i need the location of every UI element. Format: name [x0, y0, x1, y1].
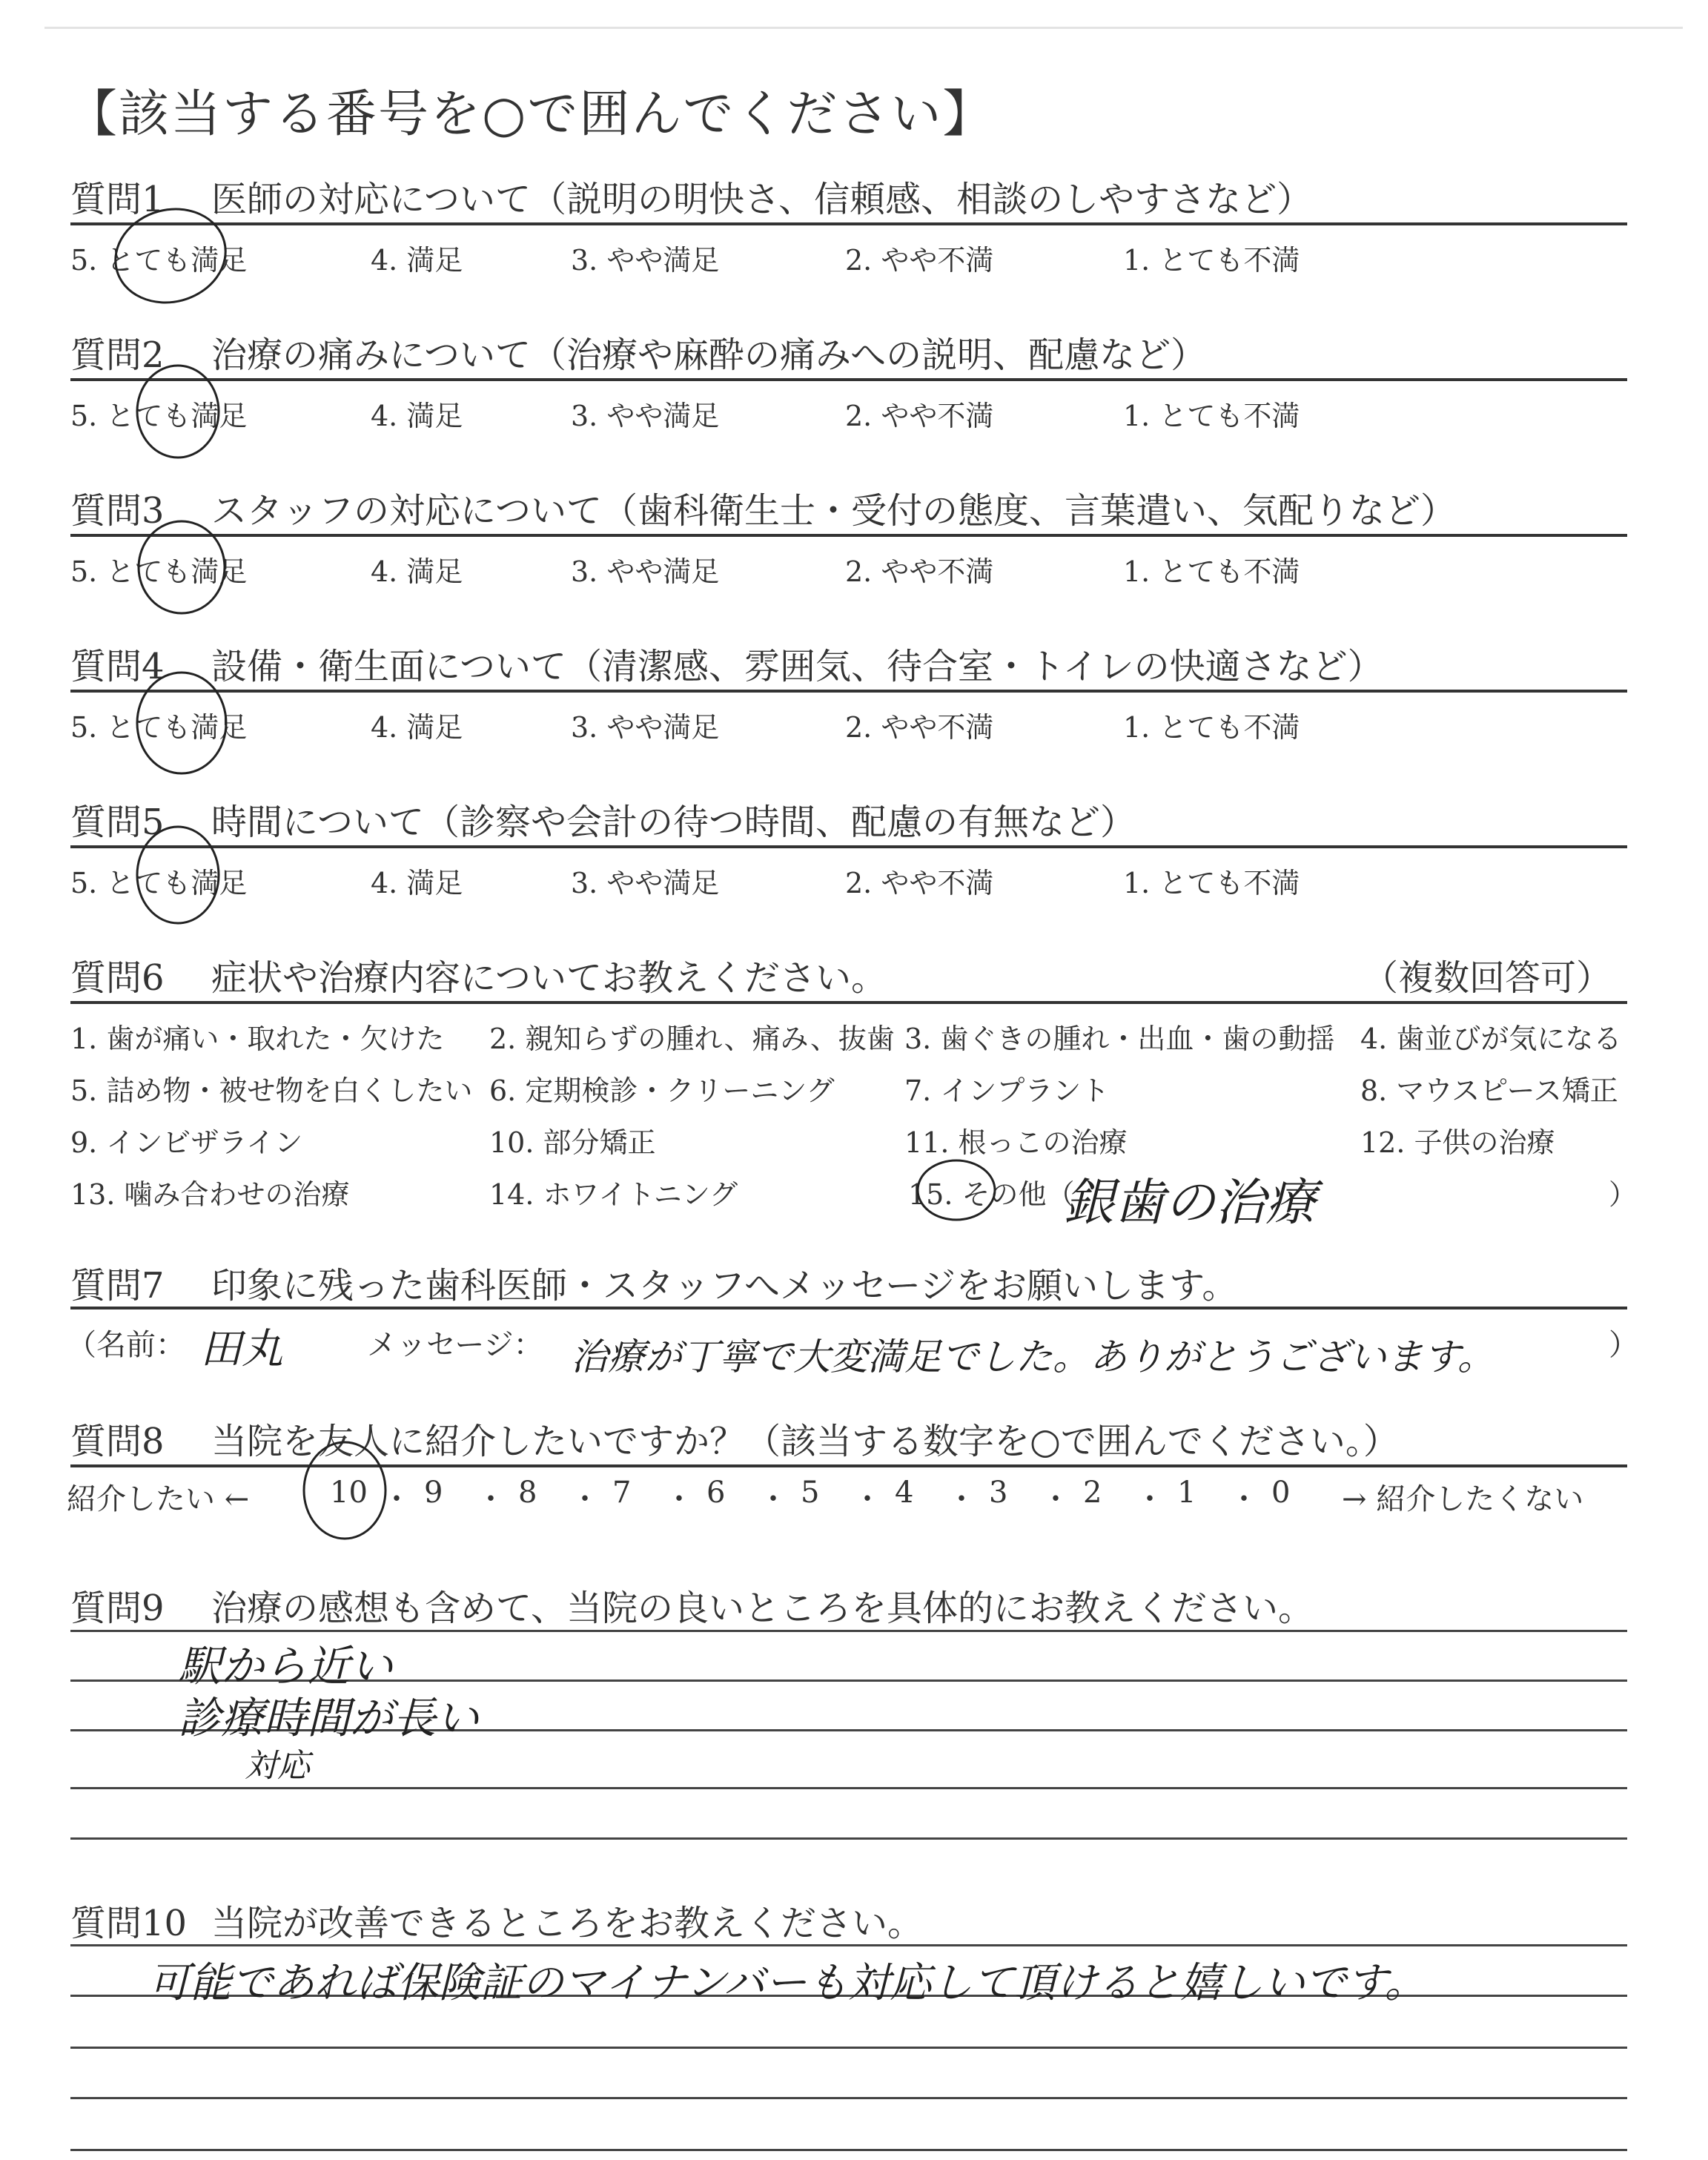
- q7-message-value: 治療が丁寧で大変満足でした。ありがとうございます。: [571, 1335, 1494, 1378]
- q9-answer-1: 駅から近い: [178, 1641, 394, 1691]
- q2-option-2: 2. やや不満: [845, 400, 994, 432]
- q7-number: 質問7: [70, 1265, 165, 1307]
- q7-name-value: 田丸: [200, 1325, 283, 1373]
- q6-option-15-close: ）: [1609, 1178, 1638, 1211]
- q8-rule: [70, 1464, 1627, 1467]
- q2-text: 治療の痛みについて（治療や麻酔の痛みへの説明、配慮など）: [211, 334, 1207, 376]
- survey-header: 【該当する番号を○で囲んでください】: [67, 85, 995, 144]
- q8-scale-0: 0: [1271, 1476, 1291, 1510]
- q3-number: 質問3: [70, 490, 165, 532]
- q5-rule: [70, 845, 1627, 848]
- q4-option-5: 5. とても満足: [70, 711, 248, 744]
- q3-option-4: 4. 満足: [371, 555, 463, 588]
- q8-scale-separator: ・: [853, 1482, 882, 1516]
- q2-rule: [70, 378, 1627, 381]
- q8-scale-separator: ・: [1229, 1482, 1259, 1516]
- q8-scale-9: 9: [424, 1476, 443, 1510]
- q4-title: [70, 638, 1627, 689]
- q4-option-2: 2. やや不満: [845, 711, 994, 744]
- q6-option-4: 4. 歯並びが気になる: [1360, 1023, 1622, 1055]
- q1-text: 医師の対応について（説明の明快さ、信頼感、相談のしやすさなど）: [211, 179, 1313, 220]
- q4-option-1: 1. とても不満: [1123, 711, 1300, 744]
- q8-scale-1: 1: [1177, 1476, 1196, 1510]
- q1-rule: [70, 222, 1627, 225]
- q8-text: 当院を友人に紹介したいですか？（該当する数字を○で囲んでください。）: [211, 1421, 1399, 1462]
- q9-number: 質問9: [70, 1588, 165, 1629]
- q7-message-label: メッセージ：: [367, 1328, 543, 1362]
- q7-rule: [70, 1307, 1627, 1309]
- top-divider: [44, 27, 1683, 29]
- q6-option-12: 12. 子供の治療: [1360, 1126, 1555, 1159]
- q5-option-2: 2. やや不満: [845, 867, 994, 899]
- q7-name-label: （名前：: [67, 1328, 185, 1362]
- q1-option-2: 2. やや不満: [845, 244, 994, 277]
- q6-option-5: 5. 詰め物・被せ物を白くしたい: [70, 1074, 473, 1107]
- q10-line-3: [70, 2047, 1627, 2049]
- q1-title: [70, 171, 1627, 222]
- q6-option-10: 10. 部分矯正: [489, 1126, 656, 1159]
- q8-left-label: 紹介したい ←: [67, 1482, 250, 1516]
- q5-text: 時間について（診察や会計の待つ時間、配慮の有無など）: [211, 802, 1136, 843]
- q8-scale-10: 10: [330, 1476, 368, 1510]
- q2-number: 質問2: [70, 334, 165, 376]
- q6-number: 質問6: [70, 957, 165, 999]
- q8-scale-separator: ・: [758, 1482, 788, 1516]
- q8-scale-6: 6: [706, 1476, 726, 1510]
- q8-scale-separator: ・: [947, 1482, 976, 1516]
- q4-number: 質問4: [70, 646, 165, 687]
- q6-option-11: 11. 根っこの治療: [904, 1126, 1128, 1159]
- q9-text: 治療の感想も含めて、当院の良いところを具体的にお教えください。: [211, 1588, 1314, 1629]
- q8-scale-2: 2: [1083, 1476, 1102, 1510]
- q3-option-1: 1. とても不満: [1123, 555, 1300, 588]
- q3-option-3: 3. やや満足: [571, 555, 720, 588]
- q4-rule: [70, 690, 1627, 693]
- q9-line-4: [70, 1787, 1627, 1789]
- q6-option-2: 2. 親知らずの腫れ、痛み、抜歯: [489, 1023, 895, 1055]
- q6-option-14: 14. ホワイトニング: [489, 1178, 738, 1211]
- q3-option-5: 5. とても満足: [70, 555, 248, 588]
- q10-line-5: [70, 2149, 1627, 2151]
- q5-title: [70, 793, 1627, 845]
- q2-option-3: 3. やや満足: [571, 400, 720, 432]
- q10-line-1: [70, 1944, 1627, 1946]
- q3-title: [70, 482, 1627, 533]
- q5-option-4: 4. 満足: [371, 867, 463, 899]
- q1-option-3: 3. やや満足: [571, 244, 720, 277]
- q8-scale-separator: ・: [476, 1482, 506, 1516]
- q8-scale-separator: ・: [1041, 1482, 1070, 1516]
- q7-text: 印象に残った歯科医師・スタッフへメッセージをお願いします。: [211, 1265, 1238, 1307]
- q6-option-6: 6. 定期検診・クリーニング: [489, 1074, 835, 1107]
- q6-option-7: 7. インプラント: [904, 1074, 1110, 1107]
- q1-number: 質問1: [70, 179, 165, 220]
- q6-option-3: 3. 歯ぐきの腫れ・出血・歯の動揺: [904, 1023, 1335, 1055]
- q6-option-15: 15. その他（: [908, 1178, 1075, 1211]
- q4-option-3: 3. やや満足: [571, 711, 720, 744]
- q6-other-answer: 銀歯の治療: [1064, 1174, 1317, 1232]
- q8-number: 質問8: [70, 1421, 165, 1462]
- q8-scale-7: 7: [612, 1476, 632, 1510]
- q8-scale-separator: ・: [570, 1482, 600, 1516]
- q8-title: [70, 1413, 1627, 1464]
- q7-close: ）: [1609, 1328, 1638, 1362]
- q10-answer: 可能であれば保険証のマイナンバーも対応して頂けると嬉しいです。: [148, 1959, 1426, 2007]
- q8-scale-5: 5: [801, 1476, 820, 1510]
- q8-scale-3: 3: [989, 1476, 1008, 1510]
- q8-scale-8: 8: [518, 1476, 537, 1510]
- q8-scale-separator: ・: [382, 1482, 411, 1516]
- q10-line-4: [70, 2097, 1627, 2099]
- q1-option-5: 5. とても満足: [70, 244, 248, 277]
- q9-line-5: [70, 1837, 1627, 1840]
- q9-title: [70, 1579, 1627, 1631]
- q6-note: （複数回答可）: [1362, 957, 1612, 999]
- q6-rule: [70, 1001, 1627, 1004]
- q6-option-1: 1. 歯が痛い・取れた・欠けた: [70, 1023, 445, 1055]
- q2-option-5: 5. とても満足: [70, 400, 248, 432]
- q7-title: [70, 1257, 1627, 1308]
- q10-number: 質問10: [70, 1903, 188, 1944]
- q10-text: 当院が改善できるところをお教えください。: [211, 1903, 924, 1944]
- q8-scale-separator: ・: [664, 1482, 694, 1516]
- q2-option-1: 1. とても不満: [1123, 400, 1300, 432]
- q3-text: スタッフの対応について（歯科衛生士・受付の態度、言葉遣い、気配りなど）: [211, 490, 1457, 532]
- q4-text: 設備・衛生面について（清潔感、雰囲気、待合室・トイレの快適さなど）: [211, 646, 1383, 687]
- q9-answer-3: 対応: [245, 1747, 310, 1785]
- q10-title: [70, 1895, 1627, 1946]
- q6-text: 症状や治療内容についてお教えください。: [211, 957, 887, 999]
- q9-answer-2: 診療時間が長い: [178, 1693, 480, 1743]
- q8-right-label: → 紹介したくない: [1342, 1482, 1584, 1516]
- q3-option-2: 2. やや不満: [845, 555, 994, 588]
- q4-option-4: 4. 満足: [371, 711, 463, 744]
- q2-option-4: 4. 満足: [371, 400, 463, 432]
- q2-title: [70, 326, 1627, 377]
- q5-option-1: 1. とても不満: [1123, 867, 1300, 899]
- q6-option-9: 9. インビザライン: [70, 1126, 303, 1159]
- q5-number: 質問5: [70, 802, 165, 843]
- q8-scale-separator: ・: [1135, 1482, 1165, 1516]
- q5-option-5: 5. とても満足: [70, 867, 248, 899]
- q1-option-4: 4. 満足: [371, 244, 463, 277]
- q5-option-3: 3. やや満足: [571, 867, 720, 899]
- q8-scale-4: 4: [895, 1476, 914, 1510]
- q6-option-13: 13. 噛み合わせの治療: [70, 1178, 350, 1211]
- q1-option-1: 1. とても不満: [1123, 244, 1300, 277]
- q3-rule: [70, 534, 1627, 537]
- q6-option-8: 8. マウスピース矯正: [1360, 1074, 1618, 1107]
